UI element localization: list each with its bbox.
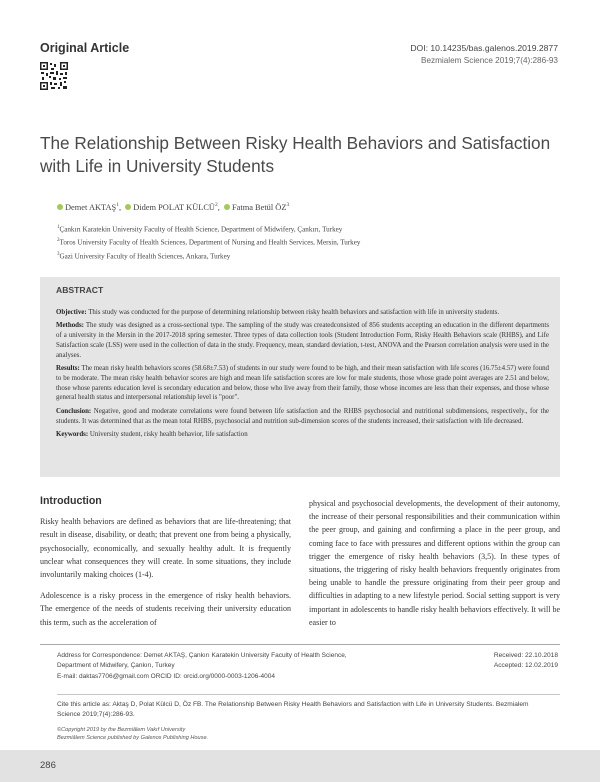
body-paragraph: physical and psychosocial developments, the development of their autonomy, the increase of their personal responsibilities and their communication within the peer group, and gaining and confirming a place in the peer group, and coming face to face with pressures and different options within the group can trigger the emergence of risky health behaviors (3,5). In these types of situations, the triggering of risky health behaviors frequently originates from being unable to handle the pressure originating from their peer group and difficulties in adapting to a new lifestyle period. Social setting support is very important in adolescents to handle risky health behaviors effectively. It will be easier to [309,499,560,627]
journal-citation: Bezmialem Science 2019;7(4):286-93 [421,56,558,65]
citation-divider [57,694,560,695]
author-affiliation-mark: 2 [214,202,218,208]
abstract-heading: ABSTRACT [56,285,104,295]
introduction-heading: Introduction [40,495,102,507]
footnote-divider [40,644,560,645]
correspondence-block [57,651,347,682]
abstract-results [56,364,549,403]
author-name: Demet AKTAŞ [65,202,117,212]
affiliation-text: Çankırı Karatekin University Faculty of Health Science, Department of Midwifery, Çankırı, Turkey [59,225,343,234]
conclusion-label: Conclusion: [56,408,92,416]
received-date: Received: 22.10.2018 [493,652,558,659]
methods-text: The study was designed as a cross-sectional type. The sampling of the study was createdconsisted of 856 students accepting an education in the different departments of a university in the Mersin in the 2017-2018 spring semester. Three types of data collection tools (Student Introduction Form, Risky Health Behaviors scale (RHBS), and Life Satisfaction scale (LSS) were used in the collection of data in the study. Frequency, mean, standard deviation, t-test, ANOVA and the Pearson correlation analysis were used in the analyses. [56,322,549,359]
conclusion-text: Negative, good and moderate correlations were found between life satisfaction and the RHBS psychosocial and nutritional subdimensions, respectively., for the students. It was determined that as the mean total RHBS, psychosocial and nutrition sub-dimension scores of the students increased, their satisfaction with life decreased. [56,408,549,425]
affiliation-list [57,222,360,262]
body-column-left [40,491,291,637]
affiliation-text: Toros University Faculty of Health Sciences, Department of Nursing and Health Services, Mersin, Turkey [59,238,361,247]
author-item[interactable] [125,203,217,212]
dates-block [494,651,558,672]
accepted-date: Accepted: 12.02.2019 [493,662,558,670]
author-name: Didem POLAT KÜLCÜ [133,202,215,212]
results-label: Results: [56,365,80,373]
page-footer [0,750,600,782]
copyright-block [57,727,208,742]
affiliation-mark: 3 [57,251,60,257]
author-name: Fatma Betül ÖZ [232,202,287,212]
doi-link[interactable]: DOI: 10.14235/bas.galenos.2019.2877 [410,43,558,53]
affiliation-item [57,222,360,235]
abstract-box [40,277,560,477]
abstract-methods [56,321,549,360]
abstract-objective [56,308,549,318]
keywords-label: Keywords: [56,431,89,439]
body-column-right [309,497,560,637]
methods-label: Methods: [56,322,84,330]
affiliation-mark: 2 [57,238,60,244]
qr-code-icon [40,62,68,90]
results-text: The mean risky health behaviors scores (58.68±7.53) of students in our study were found to be high, and their mean satisfaction with life scores (16.75±4.57) were found to be moderate. The mean risky health behavior scores are high and mean life satisfaction scores are low for male students, those whose grade point averages are 2.51 and below, those whose parents education level is secondary education and below, those who live away from their family, those whose incomes are less than their expenses, and those whose general health status and interpersonal relationship level is "poor". [56,365,549,402]
body-paragraph: Adolescence is a risky process in the emergence of risky health behaviors. The emergence of the needs of students receiving their university education this term, such as the acceleration of [40,591,291,627]
orcid-icon [57,204,63,210]
author-item[interactable] [224,203,289,212]
journal-header [410,43,558,65]
author-list: Demet AKTAŞ$^1$, Didem POLAT KÜLCÜ$^2$, Fatma Betül $ÖZ^3$ [57,202,289,212]
author-affiliation-mark: 3 [286,202,290,208]
correspondence-line: Address for Correspondence: Demet AKTAŞ, Çankırı Karatekin University Faculty of Health Science, [57,652,347,659]
article-title: The Relationship Between Risky Health Behaviors and Satisfaction with Life in University Students [40,133,551,176]
abstract-keywords [56,430,549,440]
keywords-text: University student, risky health behavior, life satisfaction [88,431,248,439]
author-affiliation-mark: 1 [116,202,119,208]
abstract-conclusion [56,407,549,426]
author-item[interactable] [57,203,119,212]
affiliation-mark: 1 [57,225,60,230]
citation-block: Cite this article as: Aktaş D, Polat Külcü D, Öz FB. The Relationship Between Risky Health Behaviors and Satisfaction with Life in University Students. Bezmialem Science 2019;7(4):286-93. [57,701,529,719]
body-paragraph: Risky health behaviors are defined as behaviors that are life-threatening; that result in disease, disability, or death; that prevent one from being a physically, psychosocially, economically, and sexually healthy adult. It is frequently unclear what consequences they will create. In some situations, they include involuntarily making choices (1-4). [40,517,291,580]
copyright-line: ©Copyright 2019 by the Bezmiâlem Vakıf University [57,727,186,733]
copyright-line: Bezmiâlem Science published by Galenos Publishing House. [57,734,209,741]
objective-label: Objective: [56,308,87,316]
article-type: Original Article [40,41,130,55]
orcid-icon [125,204,131,210]
orcid-icon [224,204,230,210]
affiliation-item [57,249,360,262]
objective-text: This study was conducted for the purpose of determining relationship between risky health behaviors and satisfaction with life in university students. [86,308,500,316]
page-number: 286 [40,760,56,771]
affiliation-item [57,235,360,248]
correspondence-line: Department of Midwifery, Çankırı, Turkey [57,662,175,670]
correspondence-email[interactable]: E-mail: daktas7706@gmail.com ORCID ID: orcid.org/0000-0003-1206-4004 [57,672,275,680]
affiliation-text: Gazi University Faculty of Health Sciences, Ankara, Turkey [59,252,231,261]
